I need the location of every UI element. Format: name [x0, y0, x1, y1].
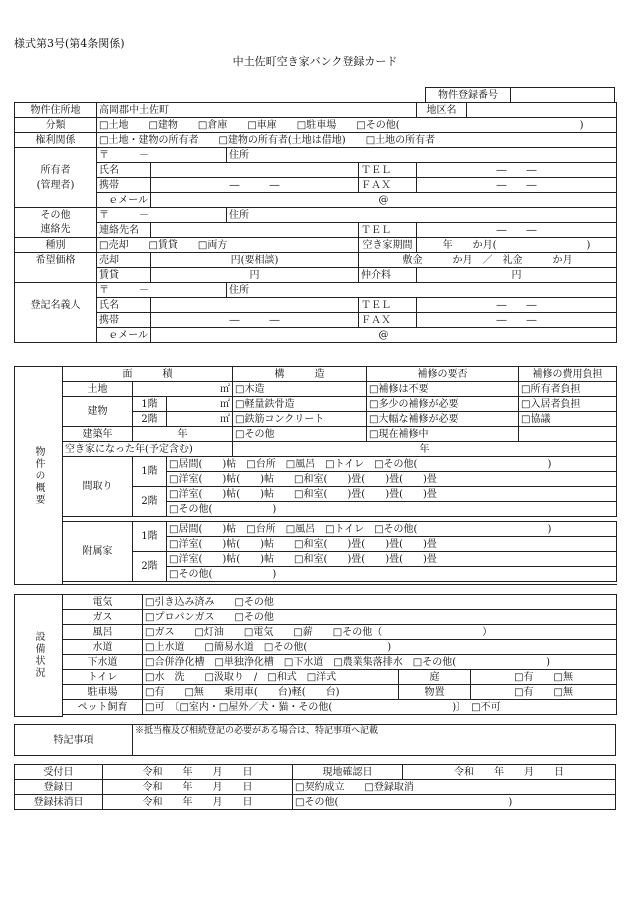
- contract-options[interactable]: □契約成立 □登録取消: [293, 780, 616, 795]
- property-table: [14, 366, 617, 585]
- notes-label: 特記事項: [15, 725, 133, 756]
- price-label: 希望価格: [15, 253, 97, 268]
- notes-field[interactable]: ※抵当権及び相続登記の必要がある場合は、特記事項へ記載: [133, 725, 616, 756]
- registrant-email-field[interactable]: @: [151, 328, 617, 343]
- repair-none[interactable]: □補修は不要: [367, 382, 519, 397]
- registered-label: 登録日: [15, 780, 103, 795]
- repair-head: 補修の要否: [367, 367, 519, 382]
- structure-head: 構 造: [233, 367, 367, 382]
- other-contact-label: その他: [15, 208, 97, 223]
- cost-tenant[interactable]: □入居者負担: [519, 397, 617, 412]
- cancelled-label: 登録抹消日: [15, 795, 103, 810]
- registrant-label-bottom: [15, 328, 97, 343]
- floor2-area-field[interactable]: ㎡: [167, 412, 233, 427]
- annex-floor1-label: 1階: [133, 522, 167, 552]
- layout-label: 間取り: [63, 457, 133, 517]
- registrant-mobile-label: 携帯: [97, 313, 151, 328]
- other-options[interactable]: □その他( ): [293, 795, 616, 810]
- category-options[interactable]: □土地 □建物 □倉庫 □車庫 □駐車場 □その他( ): [97, 118, 617, 133]
- type-options[interactable]: □売却 □賃貸 □両方: [97, 238, 359, 253]
- owner-address[interactable]: 住所: [227, 148, 617, 163]
- type-label: 種別: [15, 238, 97, 253]
- cost-head: 補修の費用負担: [519, 367, 617, 382]
- facilities-spacer: [63, 715, 617, 717]
- registrant-email-label: ｅメール: [97, 328, 151, 343]
- owner-tel-field[interactable]: ― ―: [417, 163, 617, 178]
- annex-floor1-row-a[interactable]: □居間( )帖 □台所 □風呂 □トイレ □その他( ): [167, 522, 617, 537]
- floor1-label: 1階: [133, 397, 167, 412]
- owner-label-bottom: [15, 193, 97, 208]
- price-label-bottom: [15, 268, 97, 283]
- annex-spacer: [63, 582, 617, 585]
- land-area-field[interactable]: ㎡: [133, 382, 233, 397]
- rights-options[interactable]: □土地・建物の所有者 □建物の所有者(土地は借地) □土地の所有者: [97, 133, 617, 148]
- registrant-tel-field[interactable]: ― ―: [417, 298, 617, 313]
- registrant-label-top: [15, 283, 97, 298]
- registration-number-field[interactable]: [511, 88, 615, 103]
- rent-field[interactable]: 円: [151, 268, 359, 283]
- site-check-date[interactable]: 令和 年 月 日: [403, 765, 616, 780]
- registrant-label: 登記名義人: [15, 298, 97, 313]
- annex-floor2-row-b[interactable]: □その他( ): [167, 567, 617, 582]
- layout-floor1-label: 1階: [133, 457, 167, 487]
- owner-fax-field[interactable]: ― ―: [417, 178, 617, 193]
- structure-steel[interactable]: □軽量鉄骨造: [233, 397, 367, 412]
- notes-table: [14, 724, 616, 756]
- built-year-label: 建築年: [63, 427, 133, 442]
- owner-label: 所有者: [15, 163, 97, 178]
- other-contact-label-sub: 連絡先: [15, 223, 97, 238]
- cost-negotiate[interactable]: □協議: [519, 412, 617, 427]
- toilet-options[interactable]: □水 洗 □汲取り / □和式 □洋式: [143, 670, 399, 685]
- commission-label: 仲介料: [359, 268, 417, 283]
- district-field[interactable]: [467, 103, 617, 118]
- layout-floor2-label: 2階: [133, 487, 167, 517]
- registrant-fax-label: ＦＡＸ: [359, 313, 417, 328]
- registrant-mobile-field[interactable]: ― ―: [151, 313, 359, 328]
- facilities-label: 設備状況: [15, 595, 63, 717]
- owner-fax-label: ＦＡＸ: [359, 178, 417, 193]
- registrant-label-mid: [15, 313, 97, 328]
- registrant-fax-field[interactable]: ― ―: [417, 313, 617, 328]
- owner-name-field[interactable]: [151, 163, 359, 178]
- footer-table: [14, 764, 616, 810]
- structure-wood[interactable]: □木造: [233, 382, 367, 397]
- received-date[interactable]: 令和 年 月 日: [103, 765, 293, 780]
- owner-tel-label: ＴＥＬ: [359, 163, 417, 178]
- pet-label: ペット飼育: [63, 700, 143, 715]
- site-check-label: 現地確認日: [293, 765, 403, 780]
- contact-name-field[interactable]: [151, 223, 359, 238]
- gas-options[interactable]: □プロパンガス □その他: [143, 610, 617, 625]
- water-label: 水道: [63, 640, 143, 655]
- sewer-label: 下水道: [63, 655, 143, 670]
- floor1-area-field[interactable]: ㎡: [167, 397, 233, 412]
- cancelled-date[interactable]: 令和 年 月 日: [103, 795, 293, 810]
- electric-label: 電気: [63, 595, 143, 610]
- cost-owner[interactable]: □所有者負担: [519, 382, 617, 397]
- garden-label: 庭: [399, 670, 471, 685]
- floor2-label: 2階: [133, 412, 167, 427]
- rent-label: 賃貸: [97, 268, 151, 283]
- form-number: 様式第3号(第4条関係): [14, 37, 125, 50]
- layout-floor2-row-a[interactable]: □洋室( )帖( )帖 □和室( )畳( )畳( )畳: [167, 487, 617, 502]
- storage-options[interactable]: □有 □無: [471, 685, 617, 700]
- other-contact-address[interactable]: 住所: [227, 208, 617, 223]
- sale-label: 売却: [97, 253, 151, 268]
- registration-number-table: [425, 87, 615, 103]
- registrant-tel-label: ＴＥＬ: [359, 298, 417, 313]
- address-label: 物件住所地: [15, 103, 97, 118]
- building-label: 建物: [63, 397, 133, 427]
- received-label: 受付日: [15, 765, 103, 780]
- other-contact-tel-field[interactable]: ― ―: [417, 223, 617, 238]
- category-label: 分類: [15, 118, 97, 133]
- layout-floor2-row-b[interactable]: □その他( ): [167, 502, 617, 517]
- bath-label: 風呂: [63, 625, 143, 640]
- owner-postal[interactable]: 〒 －: [97, 148, 227, 163]
- annex-floor1-row-b[interactable]: □洋室( )帖( )帖 □和室( )畳( )畳( )畳: [167, 537, 617, 552]
- registered-date[interactable]: 令和 年 月 日: [103, 780, 293, 795]
- toilet-label: トイレ: [63, 670, 143, 685]
- property-label: 物件の概要: [15, 367, 63, 585]
- vacant-year-field[interactable]: 年: [233, 442, 617, 457]
- vacant-year-label: 空き家になった年(予定含む): [63, 442, 233, 457]
- registrant-name-label: 氏名: [97, 298, 151, 313]
- gas-label: ガス: [63, 610, 143, 625]
- structure-other[interactable]: □その他: [233, 427, 367, 442]
- parking-options[interactable]: □有 □無 乗用車( 台)軽( 台): [143, 685, 399, 700]
- owner-name-label: 氏名: [97, 163, 151, 178]
- vacancy-label: 空き家期間: [359, 238, 417, 253]
- registrant-postal[interactable]: 〒 －: [97, 283, 227, 298]
- annex-floor2-label: 2階: [133, 552, 167, 582]
- registration-number-label: 物件登録番号: [426, 88, 511, 103]
- registrant-address[interactable]: 住所: [227, 283, 617, 298]
- structure-concrete[interactable]: □鉄筋コンクリート: [233, 412, 367, 427]
- owner-mobile-label: 携帯: [97, 178, 151, 193]
- storage-label: 物置: [399, 685, 471, 700]
- registrant-name-field[interactable]: [151, 298, 359, 313]
- repair-major[interactable]: □大幅な補修が必要: [367, 412, 519, 427]
- layout-floor1-row-b[interactable]: □洋室( )帖( )帖 □和室( )畳( )畳( )畳: [167, 472, 617, 487]
- other-contact-tel-label: ＴＥＬ: [359, 223, 417, 238]
- layout-floor1-row-a[interactable]: □居間( )帖 □台所 □風呂 □トイレ □その他( ): [167, 457, 617, 472]
- pet-options[interactable]: □可 〔□室内・□屋外／犬・猫・その他( )〕 □不可: [143, 700, 617, 715]
- owner-label-top: [15, 148, 97, 163]
- owner-email-label: ｅメール: [97, 193, 151, 208]
- deposit-field[interactable]: 敷金 か月 ／ 礼金 か月: [359, 253, 617, 268]
- main-form-table: [14, 102, 617, 343]
- annex-floor2-row-a[interactable]: □洋室( )帖( )帖 □和室( )畳( )畳( )畳: [167, 552, 617, 567]
- page-title: 中土佐町空き家バンク登録カード: [232, 55, 398, 68]
- facilities-table: [14, 594, 617, 717]
- garden-options[interactable]: □有 □無: [471, 670, 617, 685]
- sewer-options[interactable]: □合併浄化槽 □単独浄化槽 □下水道 □農業集落排水 □その他( ): [143, 655, 617, 670]
- vacancy-field[interactable]: 年 か月( ): [417, 238, 617, 253]
- bath-options[interactable]: □ガス □灯油 □電気 □薪 □その他（ ）: [143, 625, 617, 640]
- rights-label: 権利関係: [15, 133, 97, 148]
- land-label: 土地: [63, 382, 133, 397]
- owner-label-sub: (管理者): [15, 178, 97, 193]
- built-year-field[interactable]: 年: [133, 427, 233, 442]
- area-head: 面 積: [63, 367, 233, 382]
- cost-blank: [519, 427, 617, 442]
- other-contact-postal[interactable]: 〒 －: [97, 208, 227, 223]
- water-options[interactable]: □上水道 □簡易水道 □その他( ): [143, 640, 617, 655]
- parking-label: 駐車場: [63, 685, 143, 700]
- repair-current[interactable]: □現在補修中: [367, 427, 519, 442]
- contact-name-label: 連絡先名: [97, 223, 151, 238]
- repair-some[interactable]: □多少の補修が必要: [367, 397, 519, 412]
- sale-field[interactable]: 円(要相談): [151, 253, 359, 268]
- electric-options[interactable]: □引き込み済み □その他: [143, 595, 617, 610]
- commission-field[interactable]: 円: [417, 268, 617, 283]
- owner-mobile-field[interactable]: ― ―: [151, 178, 359, 193]
- address-field[interactable]: 高岡郡中土佐町: [97, 103, 417, 118]
- annex-label: 附属家: [63, 522, 133, 582]
- owner-email-field[interactable]: @: [151, 193, 617, 208]
- district-label: 地区名: [417, 103, 467, 118]
